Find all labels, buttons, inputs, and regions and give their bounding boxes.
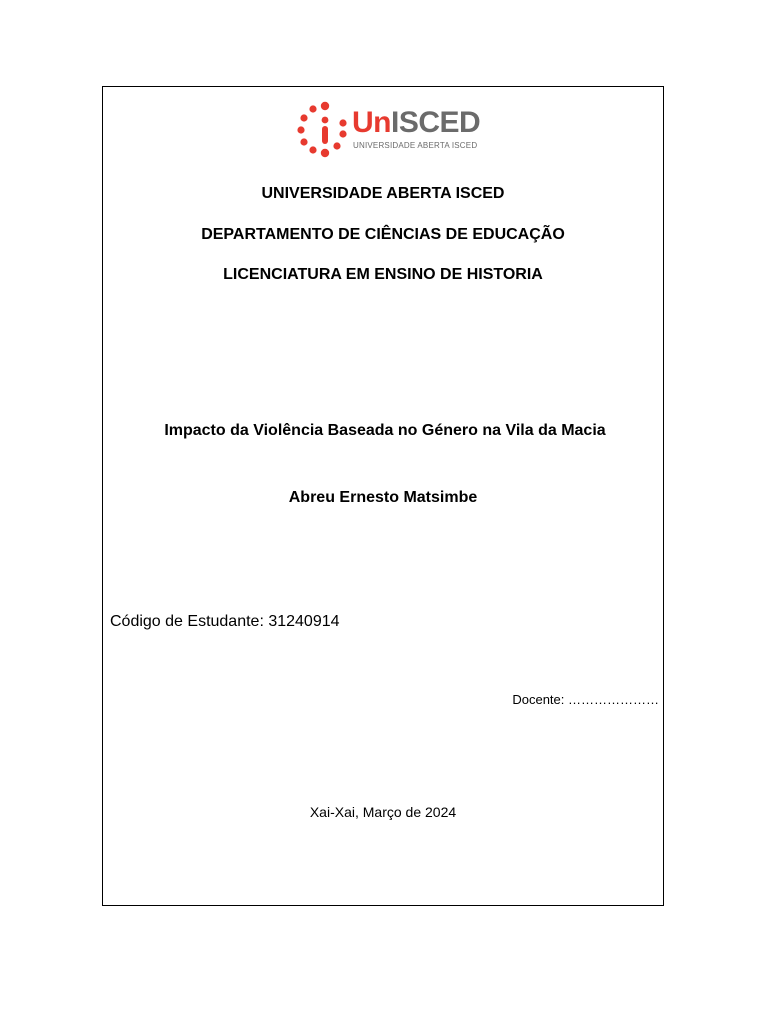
logo-wordmark xyxy=(352,108,480,138)
logo-mark-icon xyxy=(290,98,350,160)
place-date: Xai-Xai, Março de 2024 xyxy=(309,804,457,820)
docente-field: Docente: ………………… xyxy=(512,692,659,707)
logo-subtitle: UNIVERSIDADE ABERTA ISCED xyxy=(353,141,478,150)
student-code: Código de Estudante: 31240914 xyxy=(110,613,340,630)
unisced-logo xyxy=(290,98,500,160)
university-name: UNIVERSIDADE ABERTA ISCED xyxy=(261,185,505,202)
course-name: LICENCIATURA EM ENSINO DE HISTORIA xyxy=(223,266,543,283)
logo-brand-un: Un xyxy=(352,106,391,139)
thesis-title: Impacto da Violência Baseada no Género na Vila da Macia xyxy=(164,422,606,439)
department-name: DEPARTAMENTO DE CIÊNCIAS DE EDUCAÇÃO xyxy=(201,226,565,243)
logo-brand-isced: ISCED xyxy=(391,106,481,139)
author-name: Abreu Ernesto Matsimbe xyxy=(288,489,478,506)
